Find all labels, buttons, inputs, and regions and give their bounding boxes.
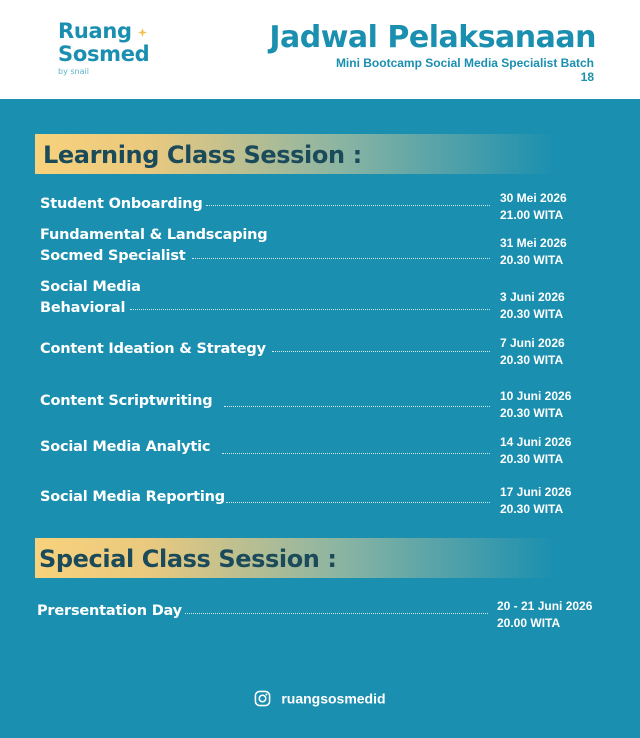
instagram-handle[interactable]: ruangsosmedid (281, 690, 386, 707)
session-date: 31 Mei 2026 (500, 236, 567, 250)
footer-social (0, 689, 640, 707)
session-name: Social Media Analytic (40, 439, 211, 455)
session-time: 20.30 WITA (500, 253, 564, 267)
sparkle-icon (138, 28, 147, 37)
session-date: 7 Juni 2026 (500, 336, 565, 350)
logo-line-1: Ruang (58, 19, 132, 43)
learning-section-banner (35, 134, 555, 174)
schedule-row-6 (40, 434, 600, 484)
dotted-leader (226, 502, 490, 503)
dotted-leader (192, 258, 490, 259)
special-section-heading: Special Class Session : (39, 545, 337, 573)
session-name: Content Scriptwriting (40, 393, 213, 409)
session-time: 20.30 WITA (500, 353, 564, 367)
schedule-row-4 (40, 335, 600, 385)
session-name: Social Media Reporting (40, 489, 225, 505)
schedule-row-5 (40, 388, 600, 438)
session-date: 30 Mei 2026 (500, 191, 567, 205)
logo-line-2: Sosmed (58, 42, 150, 66)
session-name: Social Media (40, 279, 141, 295)
session-name: Content Ideation & Strategy (40, 341, 266, 357)
page-subtitle: Mini Bootcamp Social Media Specialist Batch 18 (335, 56, 594, 84)
session-time: 20.30 WITA (500, 502, 564, 516)
session-name: Fundamental & Landscaping (40, 227, 268, 243)
session-date: 3 Juni 2026 (500, 290, 565, 304)
dotted-leader (185, 613, 488, 614)
special-section-banner (35, 538, 555, 578)
schedule-row-2 (40, 225, 600, 275)
session-date: 14 Juni 2026 (500, 435, 572, 449)
session-time: 21.00 WITA (500, 208, 564, 222)
dotted-leader (206, 205, 490, 206)
session-name-line-2: Behavioral (40, 300, 126, 316)
instagram-icon (254, 690, 271, 707)
session-time: 20.30 WITA (500, 406, 564, 420)
dotted-leader (130, 309, 490, 310)
session-date: 17 Juni 2026 (500, 485, 572, 499)
page-title: Jadwal Pelaksanaan (269, 20, 596, 55)
schedule-row-3 (40, 277, 600, 327)
header-bar (0, 0, 640, 99)
learning-section-heading: Learning Class Session : (43, 141, 362, 169)
session-time: 20.00 WITA (497, 616, 561, 630)
session-time: 20.30 WITA (500, 452, 564, 466)
session-time: 20.30 WITA (500, 307, 564, 321)
session-name: Prersentation Day (37, 603, 182, 619)
schedule-row-special (37, 598, 597, 648)
session-date: 20 - 21 Juni 2026 (497, 599, 593, 613)
schedule-row-7 (40, 484, 600, 534)
session-date: 10 Juni 2026 (500, 389, 572, 403)
brand-logo (58, 20, 149, 76)
session-name: Student Onboarding (40, 196, 203, 212)
dotted-leader (224, 406, 490, 407)
logo-subtext: by snail (58, 67, 89, 76)
session-name-line-2: Socmed Specialist (40, 248, 186, 264)
dotted-leader (222, 453, 490, 454)
dotted-leader (272, 351, 490, 352)
